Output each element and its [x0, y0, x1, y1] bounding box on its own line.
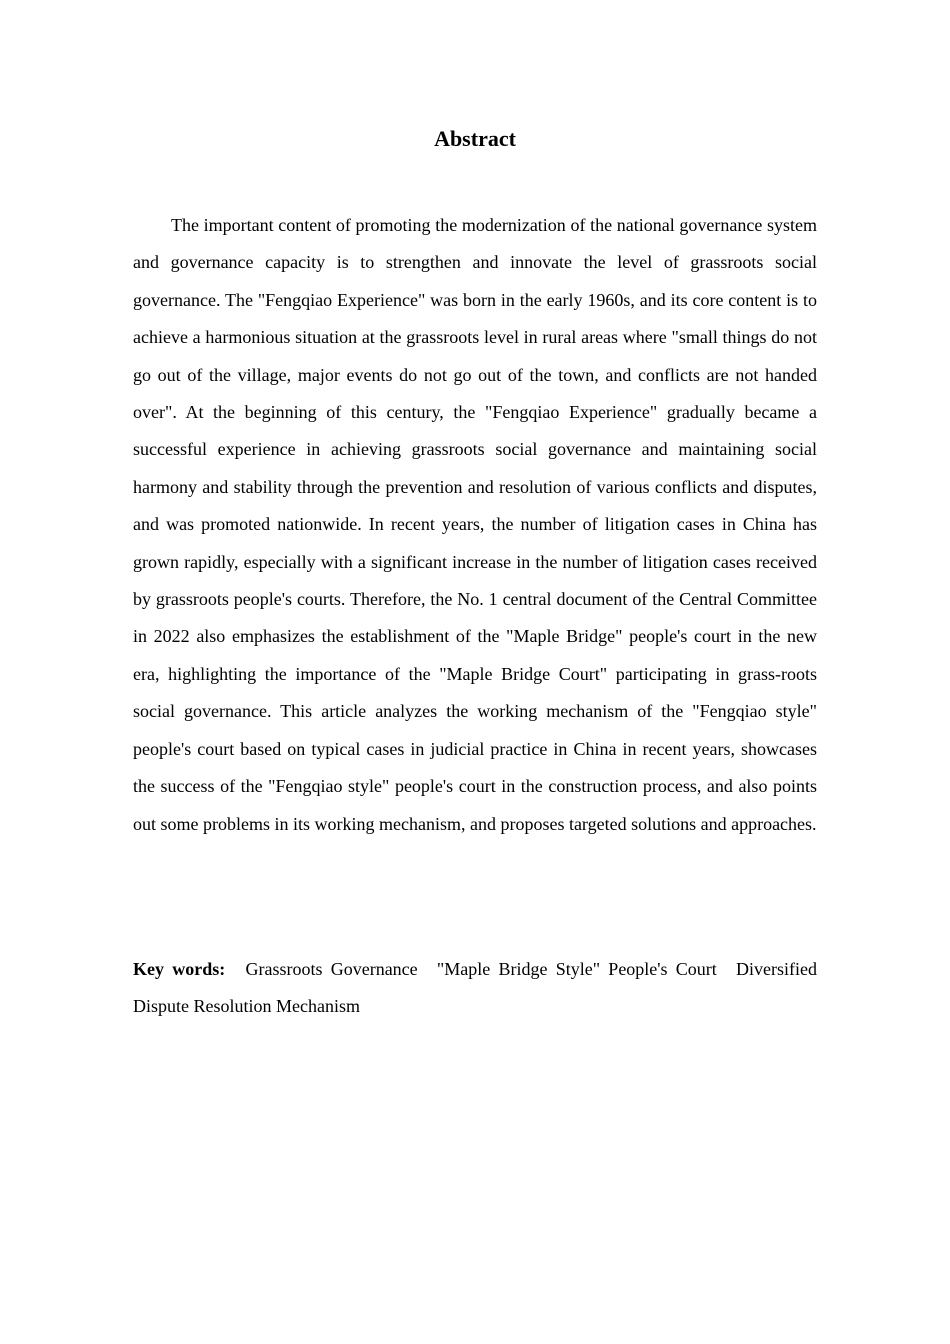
- keyword-item: Diversified Dispute Resolution Mechanism: [133, 959, 818, 1017]
- abstract-title: Abstract: [434, 126, 516, 151]
- keyword-item: Grassroots Governance: [245, 959, 418, 979]
- keywords-label: Key words:: [133, 959, 226, 979]
- keywords-line: [133, 951, 817, 1026]
- abstract-paragraph: The important content of promoting the modernization of the national governance system and governance capacity is to strengthen and innovate the level of grassroots social governance. The "Fengqiao Experience" was born in the early 1960s, and its core content is to achieve a harmonious situation at the grassroots level in rural areas where "small things do not go out of the village, major events do not go out of the town, and conflicts are not handed over". At the beginning of this century, the "Fengqiao Experience" gradually became a successful experience in achieving grassroots social governance and maintaining social harmony and stability through the prevention and resolution of various conflicts and disputes, and was promoted nationwide. In recent years, the number of litigation cases in China has grown rapidly, especially with a significant increase in the number of litigation cases received by grassroots people's courts. Therefore, the No. 1 central document of the Central Committee in 2022 also emphasizes the establishment of the "Maple Bridge" people's court in the new era, highlighting the importance of the "Maple Bridge Court" participating in grass-roots social governance. This article analyzes the working mechanism of the "Fengqiao style" people's court based on typical cases in judicial practice in China in recent years, showcases the success of the "Fengqiao style" people's court in the construction process, and also points out some problems in its working mechanism, and proposes targeted solutions and approaches.: [133, 215, 817, 834]
- keyword-item: "Maple Bridge Style" People's Court: [436, 959, 717, 979]
